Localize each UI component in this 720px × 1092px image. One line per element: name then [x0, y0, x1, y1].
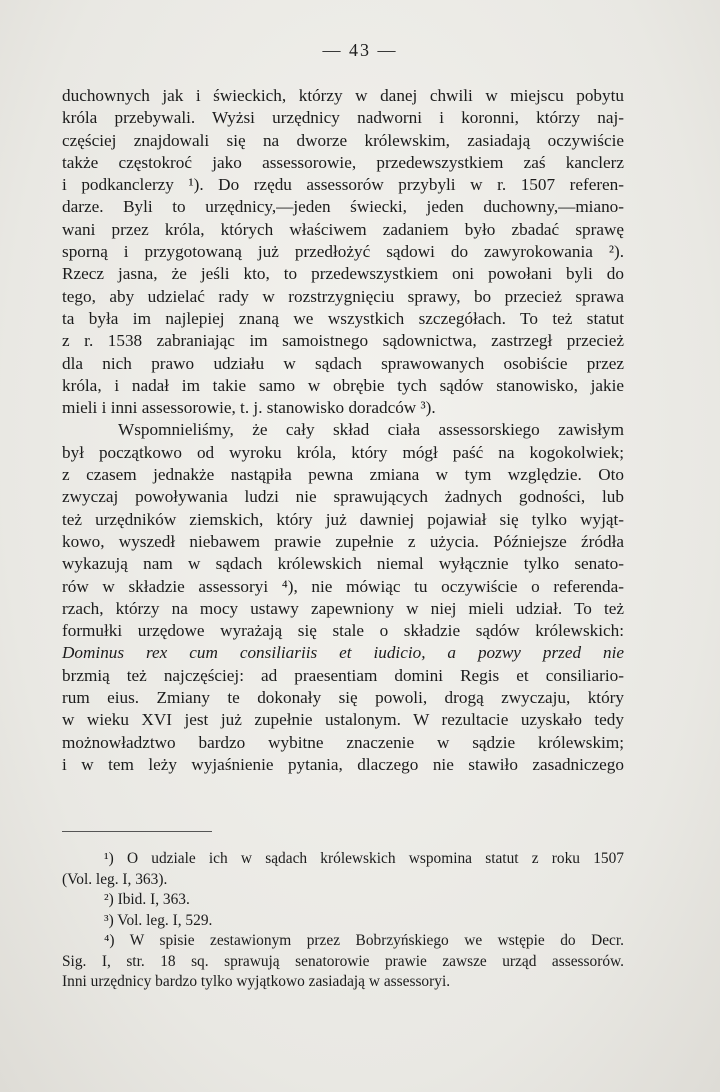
footnote-line: ¹) O udziale ich w sądach królewskich wspomina statut z roku 1507 [104, 850, 624, 867]
page-number: — 43 — [322, 40, 398, 60]
text-line: rum eius. Zmiany te dokonały się powoli, drogą zwyczaju, który [62, 688, 624, 708]
footnote-line: Sig. I, str. 18 sq. sprawują senatorowie prawie zawsze urząd assessorów. [62, 952, 624, 970]
text-line: z r. 1538 zabraniając im samoistnego sądownictwa, zastrzegł przecież [62, 331, 624, 351]
text-line: brzmią też najczęściej: ad praesentiam domini Regis et consiliario- [62, 665, 624, 685]
text-line: króla, i nadał im takie samo w obrębie tych sądów stanowisko, jakie [62, 375, 624, 395]
text-line: częściej znajdowali się na dworze królewskim, zasiadają oczywiście [62, 130, 624, 150]
footnote-line: Inni urzędnicy bardzo tylko wyjątkowo zasiadają w assessoryi. [62, 973, 451, 990]
footnotes [62, 849, 624, 993]
text-line: ta była im najlepiej znaną we wszystkich szczegółach. To też statut [62, 308, 624, 328]
text-line: Dominus rex cum consiliariis et iudicio, a pozwy przed nie [62, 643, 624, 663]
footnote-line: ²) Ibid. I, 363. [104, 891, 190, 908]
text-line: formułki urzędowe wyrażają się stale o składzie sądów królewskich: [62, 621, 624, 641]
text-line: z czasem jednakże nastąpiła pewna zmiana w tym względzie. Oto [62, 465, 624, 485]
text-line: też urzędników ziemskich, który już dawniej pojawiał się tylko wyjąt- [62, 509, 624, 529]
text-line: i podkanclerzy ¹). Do rzędu assessorów przybyli w r. 1507 referen- [62, 175, 624, 195]
text-line: w wieku XVI jest już zupełnie ustalonym. W rezultacie uzyskało tedy [62, 710, 624, 730]
text-line: rzach, którzy na mocy ustawy zapewniony w niej mieli udział. To też [62, 598, 624, 618]
text-line: mieli i inni assessorowie, t. j. stanowisko doradców ³). [62, 398, 436, 418]
body-text [62, 85, 624, 776]
text-line: duchownych jak i świeckich, którzy w danej chwili w miejscu pobytu [62, 86, 624, 105]
footnote-line: ³) Vol. leg. I, 529. [104, 911, 213, 929]
text-line: wani przez króla, których właściwem zadaniem było zbadać sprawę [62, 219, 624, 239]
text-line: tego, aby udzielać rady w rozstrzygnięciu sprawy, bo przecież sprawa [62, 286, 624, 306]
text-line: był początkowo od wyroku króla, który mógł paść na kogokolwiek; [62, 442, 624, 462]
footnote-line: (Vol. leg. I, 363). [62, 870, 168, 888]
text-line: dla nich prawo udziału w sądach sprawowanych osobiście przez [62, 353, 624, 373]
text-line: i w tem leży wyjaśnienie pytania, dlaczego nie stawiło zasadniczego [62, 754, 624, 774]
text-line: także częstokroć jako assessorowie, przedewszystkiem zaś kanclerz [62, 152, 624, 172]
text-line: rów w składzie assessoryi ⁴), nie mówiąc tu oczywiście o referenda- [62, 576, 624, 596]
footnote-line: ⁴) W spisie zestawionym przez Bobrzyńskiego we wstępie do Decr. [104, 932, 624, 949]
text-line: darze. Byli to urzędnicy,—jeden świecki, jeden duchowny,—miano- [62, 197, 624, 217]
text-line: Rzecz jasna, że jeśli kto, to przedewszystkiem oni powołani byli do [62, 264, 624, 284]
text-line: Wspomnieliśmy, że cały skład ciała assessorskiego zawisłym [118, 420, 624, 440]
text-line: możnowładztwo bardzo wybitne znaczenie w sądzie królewskim; [62, 732, 624, 752]
text-line: króla przebywali. Wyżsi urzędnicy nadworni i koronni, którzy naj- [62, 108, 624, 128]
text-line: sporną i przygotowaną już przedłożyć sądowi do zawyrokowania ²). [62, 242, 624, 262]
text-line: zwyczaj powoływania ludzi nie sprawujących żadnych godności, lub [62, 487, 624, 507]
text-line: wykazują nam w sądach królewskich niemal wyłącznie tylko senato- [62, 554, 624, 574]
text-line: kowo, wyszedł niebawem prawie zupełnie z użycia. Późniejsze źródła [62, 531, 624, 551]
footnote-divider [62, 831, 212, 832]
